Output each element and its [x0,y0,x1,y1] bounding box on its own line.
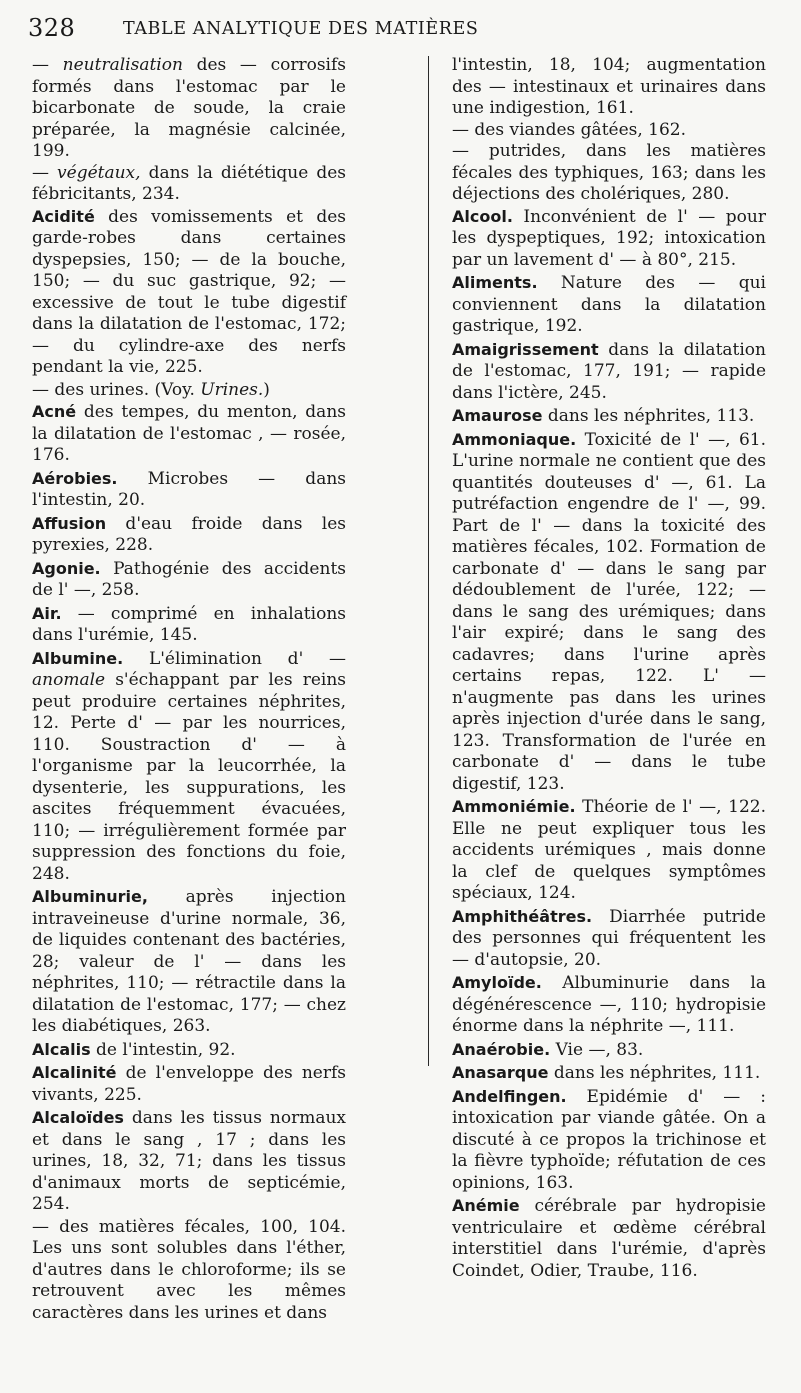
entry-text: — [32,162,58,183]
index-subentry [32,1217,346,1325]
entry-text: cérébrale par hydropisie ventriculaire et œdème cérébral interstitiel dans l'urémie, d'après Coindet, Odier, Traube, 116. [452,1196,766,1281]
entry-text: de l'enveloppe des nerfs vivants, 225. [32,1063,346,1105]
left-column [32,55,346,1324]
index-entry [452,1195,766,1282]
entry-text: — des urines. (Voy. [32,379,201,400]
entry-text: des vomissements et des garde-robes dans certaines dyspepsies, 150; — de la bouche, 150; — du suc gastrique, 92; — excessive de tout le tube digestif dans la dilatation de l'estomac, 172; — du cylindre-axe des nerfs pendant la vie, 225. [32,206,346,377]
index-entry [32,206,346,379]
entry-headword: Affusion [32,513,107,533]
entry-text: des — corrosifs formés dans l'estomac par le bicarbonate de soude, la craie préparée, la magnésie calcinée, 199. [32,55,346,161]
entry-headword: Amyloïde. [452,973,542,992]
entry-headword: Aliments. [452,273,538,292]
entry-text: de l'intestin, 92. [90,1039,236,1060]
italic-term: végétaux, [57,162,141,183]
italic-term: anomale [32,670,106,690]
entry-text: dans les néphrites, 113. [542,406,755,426]
entry-text: des tempes, du menton, dans la dilatation de l'estomac , — rosée, 176. [32,402,346,465]
entry-headword: Anémie [452,1196,520,1215]
index-entry [452,339,766,405]
index-entry [452,405,766,428]
index-subentry [32,55,346,163]
index-entry [452,906,766,972]
index-entry [452,1062,766,1085]
entry-text: — des viandes gâtées, 162. [452,119,687,140]
entry-text: Albuminurie dans la dégénérescence —, 110; hydropisie énorme dans la néphrite —, 111. [452,973,766,1036]
entry-headword: Acné [32,402,77,421]
index-entry [452,1039,766,1062]
entry-text: ) [263,379,270,400]
entry-headword: Alcaloïdes [32,1108,124,1127]
entry-headword: Agonie. [32,558,101,578]
entry-headword: Alcalinité [32,1063,117,1082]
entry-text: Vie —, 83. [550,1039,644,1060]
italic-term: neutralisation [62,55,183,75]
index-entry [32,603,346,647]
entry-headword: Anaérobie. [452,1039,551,1059]
entry-text: dans les tissus normaux et dans le sang , 17 ; dans les urines, 18, 32, 71; dans les tissus d'animaux morts de septicémie, 254. [32,1108,346,1214]
index-entry [32,468,346,512]
entry-text: après injection intraveineuse d'urine normale, 36, de liquides contenant des bactéries, 28; valeur de l' — dans les néphrites, 110; — rétractile dans la dilatation de l'estomac, 177; — chez les diabétiques, 263. [32,887,346,1036]
entry-text: Diarrhée putride des personnes qui fréquentent les — d'autopsie, 20. [452,906,766,970]
entry-headword: Anasarque [452,1063,549,1082]
entry-headword: Albumine. [32,648,124,668]
index-entry [452,1086,766,1195]
index-entry [452,429,766,796]
entry-headword: Alcool. [452,206,513,226]
entry-text: Toxicité de l' —, 61. L'urine normale ne contient que des quantités douteuses d' —, 61. La putréfaction engendre de l' —, 99. Part de l' — dans la toxicité des matières fécales, 102. Formation de carbonate d' — dans le sang par dédoublement de l'urée, 122; — dans le sang des urémiques; dans l'air expiré; dans le sang des cadavres; dans l'urine après certains repas, 122. L' — n'augmente pas dans les urines après injection d'urée dans le sang, 123. Transformation de l'urée en carbonate d' — dans le tube digestif, 123. [452,429,766,794]
entry-headword: Ammoniaque. [452,429,577,449]
index-subentry [452,55,766,120]
entry-text: l'intestin, 18, 104; augmentation des — intestinaux et urinaires dans une indigestion, 161. [452,55,766,118]
page-header [28,14,750,44]
entry-text: dans les néphrites, 111. [548,1063,761,1083]
index-entry [452,972,766,1038]
index-entry [452,272,766,338]
entry-headword: Andelfingen. [452,1086,567,1106]
page-number: 328 [28,14,76,42]
index-entry [32,558,346,602]
entry-headword: Amaigrissement [452,339,599,359]
index-entry [32,513,346,557]
entry-text: Théorie de l' —, 122. Elle ne peut expliquer tous les accidents urémiques , mais donne la clef de quelques symptômes spéciaux, 124. [452,797,766,903]
entry-headword: Amphithéâtres. [452,906,593,926]
index-entry [452,206,766,272]
index-subentry [452,120,766,142]
entry-text: L'élimination d' — [123,648,346,669]
entry-headword: Alcalis [32,1039,91,1059]
index-entry [32,886,346,1038]
index-entry [32,1107,346,1216]
entry-headword: Albuminurie, [32,887,148,906]
entry-text: Pathogénie des accidents de l' —, 258. [32,558,346,600]
entry-text: Epidémie d' — : intoxication par viande gâtée. On a discuté à ce propos la trichinose et la fièvre typhoïde; réfutation de ces opinions, 163. [452,1086,766,1193]
index-entry [32,1062,346,1106]
index-subentry [32,163,346,206]
column-divider [428,56,429,1066]
entry-text: Inconvénient de l' — pour les dyspeptiques, 192; intoxication par un lavement d' — à 80°, 215. [452,206,766,270]
entry-text: — des matières fécales, 100, 104. Les uns sont solubles dans l'éther, d'autres dans le chloroforme; ils se retrouvent avec les mêmes caractères dans les urines et dans [32,1216,346,1323]
index-entry [32,648,346,886]
right-column [452,55,766,1283]
entry-headword: Aérobies. [32,468,118,488]
running-title: TABLE ANALYTIQUE DES MATIÈRES [123,19,479,39]
entry-text: — [32,55,63,75]
entry-text: s'échappant par les reins peut produire certaines néphrites, 12. Perte d' — par les nourrices, 110. Soustraction d' — à l'organisme par la leucorrhée, la dysenterie, les suppurations, les ascites fréquemment évacuées, 110; — irrégulièrement formée par suppression des fonctions du foie, 248. [32,670,346,884]
index-subentry [32,380,346,402]
entry-text: Microbes — dans l'intestin, 20. [32,468,346,510]
entry-text: d'eau froide dans les pyrexies, 228. [32,513,346,555]
entry-text: dans la dilatation de l'estomac, 177, 191; — rapide dans l'ictère, 245. [452,339,766,403]
index-entry [32,401,346,467]
index-entry [452,796,766,905]
index-subentry [452,141,766,206]
italic-term: Urines. [200,379,264,400]
entry-text: — putrides, dans les matières fécales des typhiques, 163; dans les déjections des cholériques, 280. [452,141,766,204]
entry-text: dans la diététique des fébricitants, 234. [32,162,346,204]
entry-headword: Amaurose [452,406,543,425]
entry-headword: Ammoniémie. [452,797,576,816]
entry-headword: Air. [32,603,62,623]
entry-text: Nature des — qui conviennent dans la dilatation gastrique, 192. [452,273,766,336]
entry-headword: Acidité [32,206,95,226]
index-entry [32,1039,346,1062]
entry-text: — comprimé en inhalations dans l'urémie, 145. [32,603,346,645]
